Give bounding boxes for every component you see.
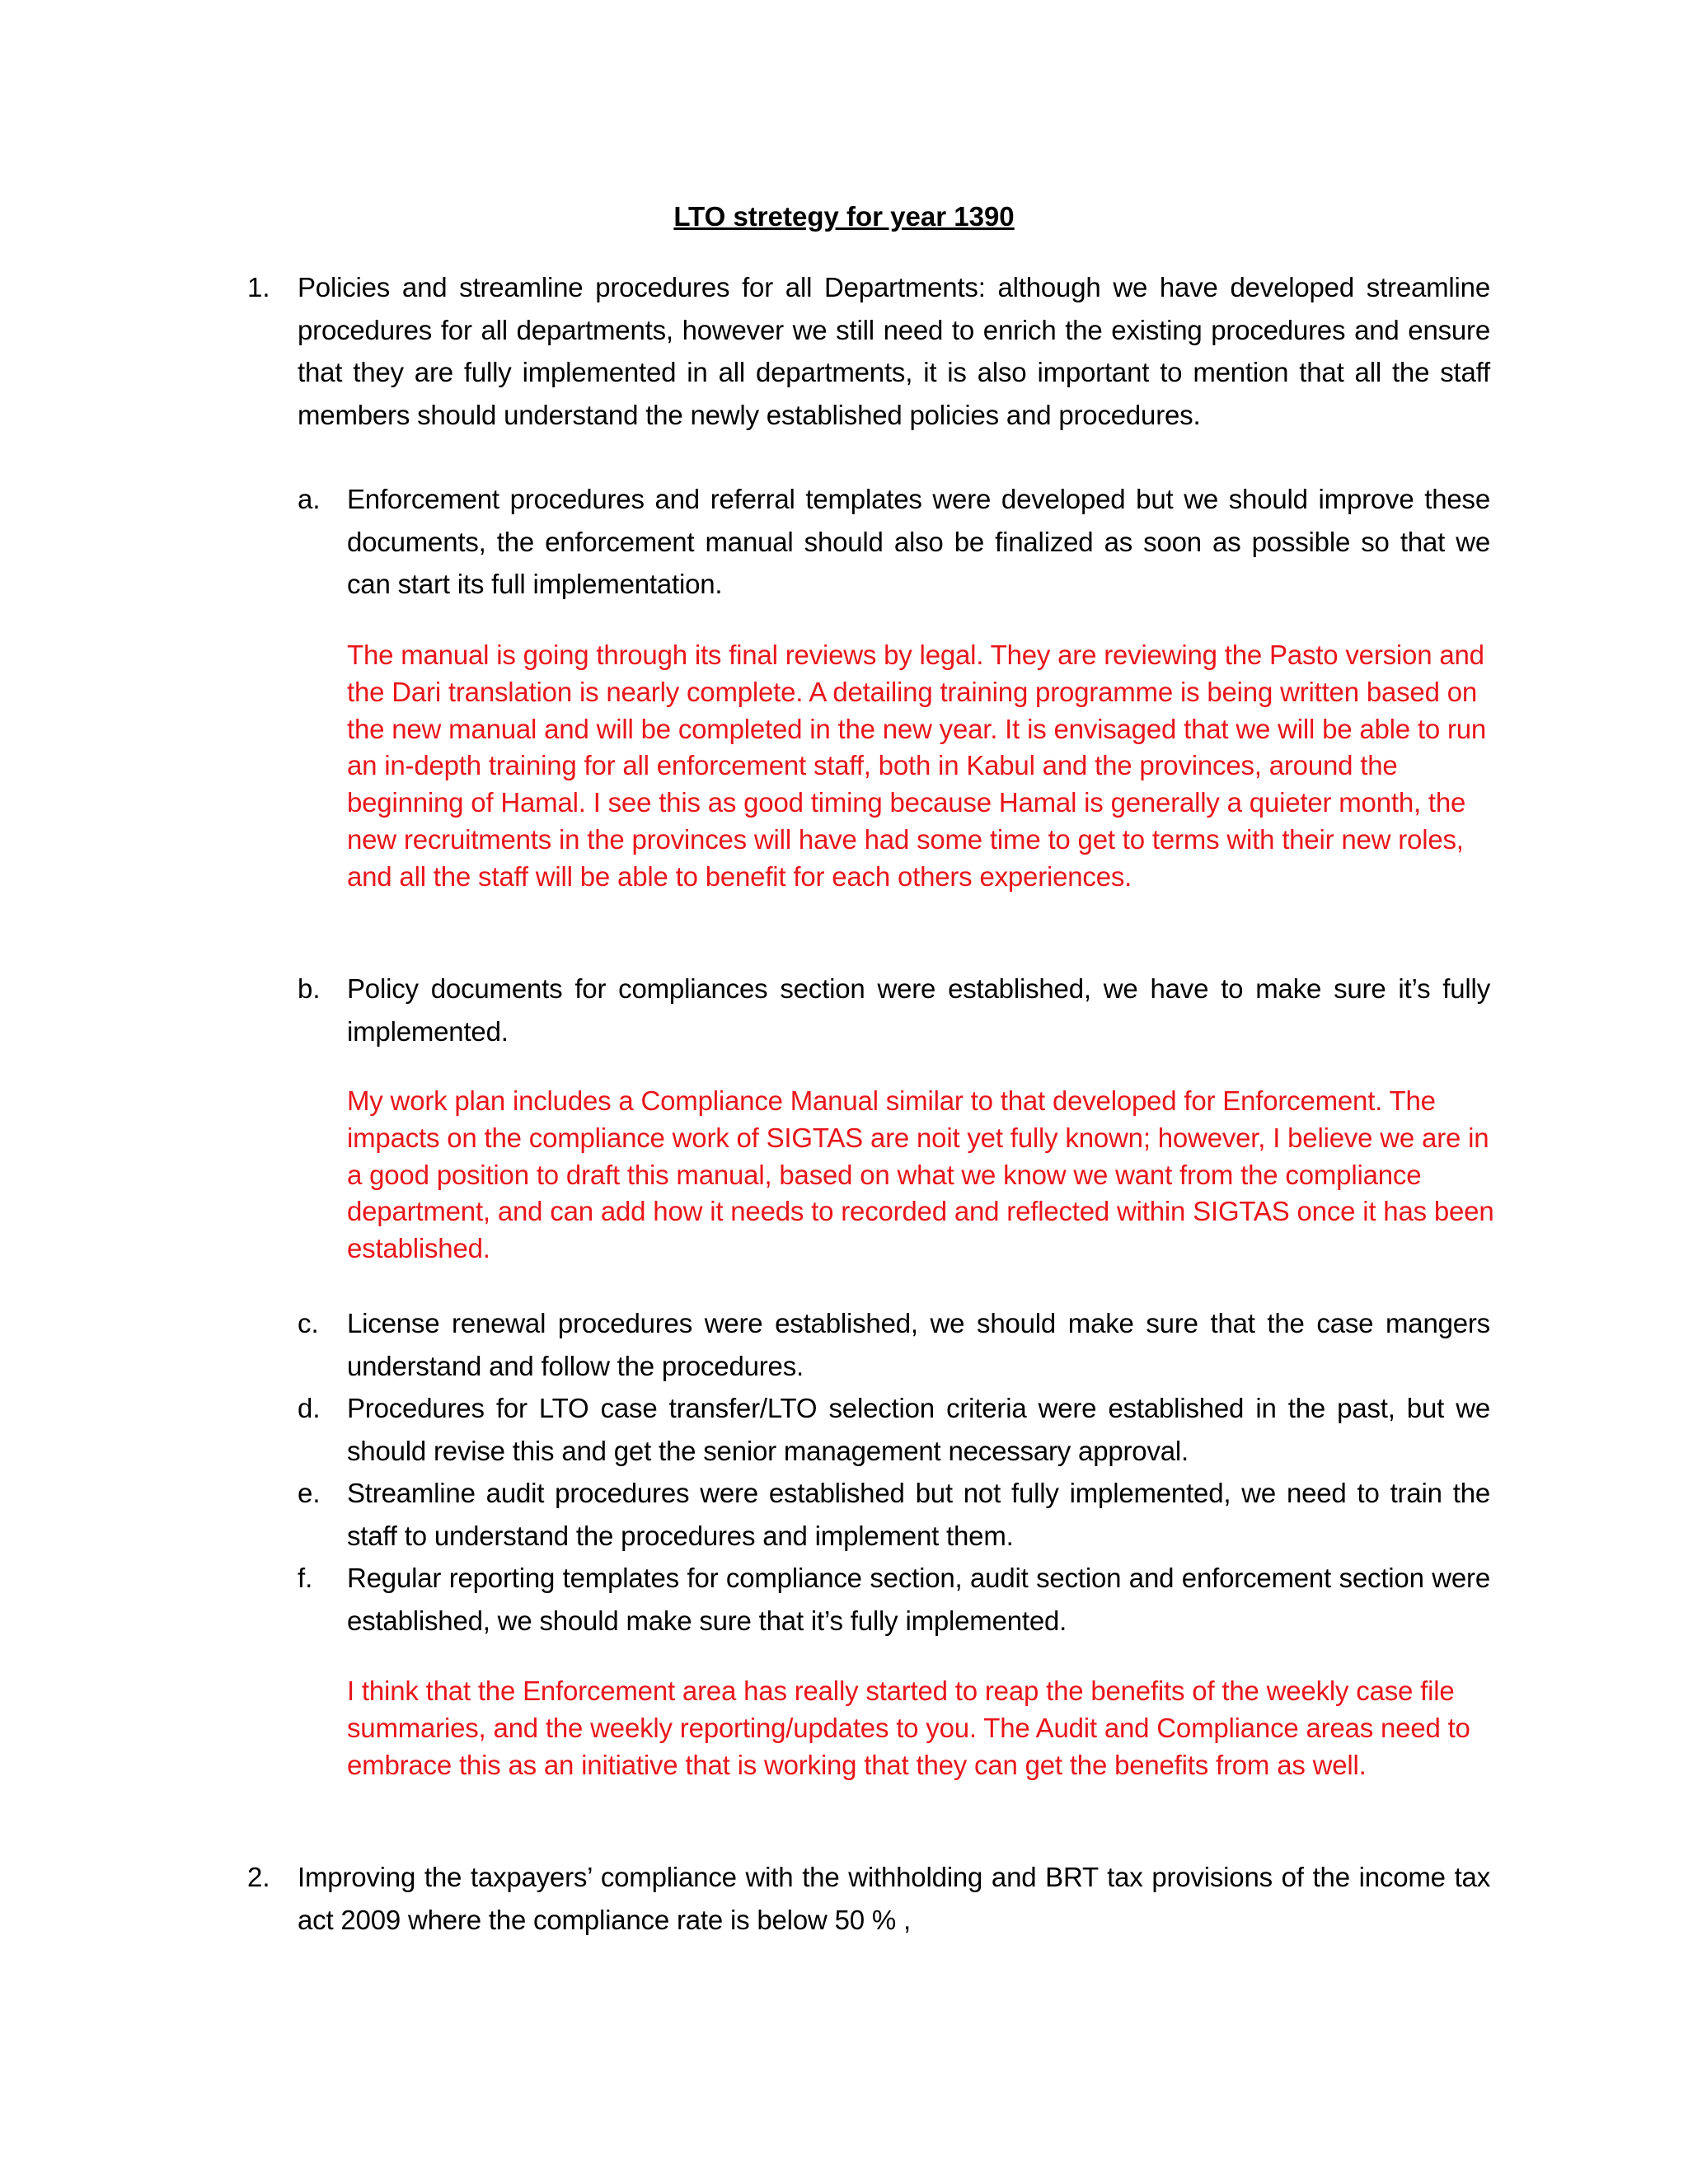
subitem-d-text: Procedures for LTO case transfer/LTO selection criteria were established in the past, but we should revise this and get the senior management necessary approval. — [347, 1393, 1490, 1466]
subitem-f-marker: f. — [298, 1563, 313, 1593]
subitem-a-text: Enforcement procedures and referral templates were developed but we should improve these documents, the enforcement manual should also be finalized as soon as possible so that we can start its full implementation. — [347, 484, 1490, 599]
subitem-f-comment: I think that the Enforcement area has really started to reap the benefits of the weekly case file summaries, and the weekly reporting/updates to you. The Audit and Compliance areas need to embrace this as an initiative that is working that they can get the benefits from as well. — [347, 1675, 1470, 1780]
subitem-b-comment: My work plan includes a Compliance Manual similar to that developed for Enforcement. The impacts on the compliance work of SIGTAS are noit yet fully known; however, I believe we are in a good position to draft this manual, based on what we know we want from the compliance department, and can add how it needs to recorded and reflected within SIGTAS once it has been established. — [347, 1085, 1494, 1264]
subitem-c-marker: c. — [298, 1308, 319, 1338]
subitem-a-marker: a. — [298, 484, 321, 514]
subitem-c-text: License renewal procedures were established, we should make sure that the case mangers understand and follow the procedures. — [347, 1308, 1490, 1381]
item-1-text: Policies and streamline procedures for all Departments: although we have developed streamline procedures for all departments, however we still need to enrich the existing procedures and ensure that they are fully implemented in all departments, it is also important to mention that all the staff members should understand the newly established policies and procedures. — [298, 272, 1490, 430]
subitem-b-text: Policy documents for compliances section were established, we have to make sure it’s fully implemented. — [347, 973, 1490, 1047]
subitem-f-text: Regular reporting templates for compliance section, audit section and enforcement section were established, we should make sure that it’s fully implemented. — [347, 1563, 1490, 1636]
subitem-b-marker: b. — [298, 973, 321, 1004]
subitem-e-text: Streamline audit procedures were established but not fully implemented, we need to train the staff to understand the procedures and implement them. — [347, 1478, 1490, 1551]
item-2-text: Improving the taxpayers’ compliance with the withholding and BRT tax provisions of the income tax act 2009 where the compliance rate is below 50 % , — [298, 1862, 1490, 1935]
subitem-a-comment: The manual is going through its final reviews by legal. They are reviewing the Pasto version and the Dari translation is nearly complete. A detailing training programme is being written based on the new manual and will be completed in the new year. It is envisaged that we will be able to run an in-depth training for all enforcement staff, both in Kabul and the provinces, around the beginning of Hamal. I see this as good timing because Hamal is generally a quieter month, the new recruitments in the provinces will have had some time to get to terms with their new roles, and all the staff will be able to benefit for each others experiences. — [347, 640, 1487, 892]
subitem-d-marker: d. — [298, 1393, 321, 1423]
subitem-e-marker: e. — [298, 1478, 321, 1508]
item-1-marker: 1. — [247, 272, 270, 302]
item-2-marker: 2. — [247, 1862, 270, 1892]
document-title: LTO stretegy for year 1390 — [673, 201, 1015, 232]
